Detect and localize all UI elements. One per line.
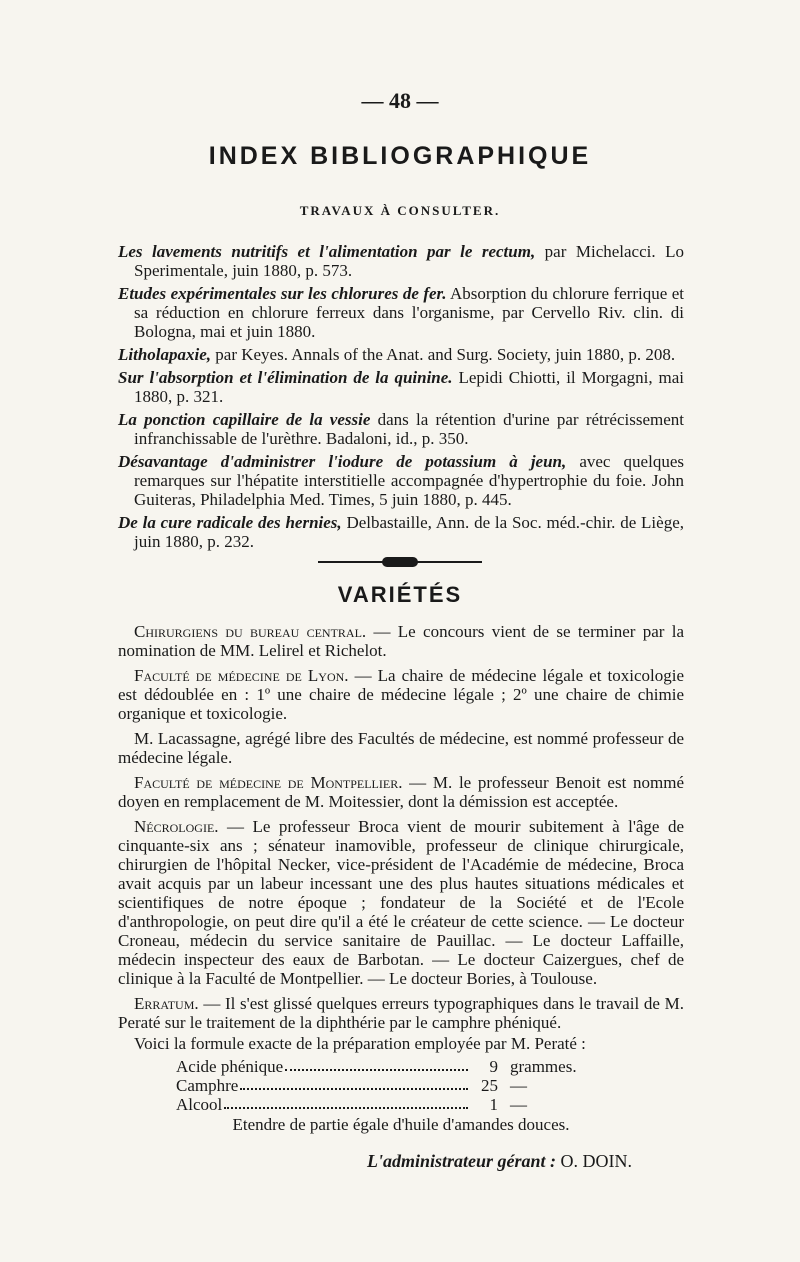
signature-name: O. DOIN. (556, 1151, 632, 1171)
dot-leader (285, 1057, 468, 1071)
formula-outro: Etendre de partie égale d'huile d'amandes douces. (232, 1115, 570, 1134)
entry-title: La ponction capillaire de la vessie (118, 410, 371, 429)
bibliography-entry (118, 368, 684, 406)
page-number: — 48 — (361, 88, 439, 113)
ingredient-unit: — (510, 1095, 527, 1114)
rule-ornament (382, 557, 418, 567)
paragraph-lead: Faculté de médecine de Montpellier. (134, 773, 403, 792)
entry-title: Sur l'absorption et l'élimination de la quinine. (118, 368, 453, 387)
entry-title: Les lavements nutritifs et l'alimentation par le rectum, (118, 242, 536, 261)
signature (118, 1152, 632, 1171)
entry-text: Lepidi Chiotti, il Morgagni, mai 1880, p. 321. (134, 368, 684, 406)
paragraph-text: M. Lacassagne, agrégé libre des Facultés de médecine, est nommé professeur de médecine légale. (118, 729, 684, 767)
varietes-heading: VARIÉTÉS (337, 582, 463, 607)
formula-row (176, 1095, 606, 1114)
news-paragraph (118, 622, 684, 660)
dot-leader (240, 1076, 468, 1090)
paragraph-lead: Nécrologie. (134, 817, 219, 836)
ingredient-qty: 9 (489, 1057, 498, 1076)
bibliography-entry (118, 345, 684, 364)
index-title: INDEX BIBLIOGRAPHIQUE (208, 142, 592, 170)
news-paragraph (118, 994, 684, 1032)
ingredient-unit: — (510, 1076, 527, 1095)
bibliography-list (118, 242, 684, 555)
bibliography-entry (118, 242, 684, 280)
entry-text: Delbastaille, Ann. de la Soc. méd.-chir. de Liège, juin 1880, p. 232. (134, 513, 684, 551)
entry-title: Etudes expérimentales sur les chlorures de fer. (118, 284, 447, 303)
paragraph-lead: Erratum. (134, 994, 199, 1013)
entry-text: avec quelques remarques sur l'hépatite interstitielle accompagnée d'hypertrophie du foie. John Guiteras, Philadelphia Med. Times, 5 juin 1880, p. 445. (134, 452, 684, 509)
entry-title: De la cure radicale des hernies, (118, 513, 342, 532)
dot-leader (224, 1095, 468, 1109)
news-paragraph (118, 773, 684, 811)
ornamental-rule (318, 557, 482, 567)
ingredient-unit: grammes. (510, 1057, 577, 1076)
entry-text: par Keyes. Annals of the Anat. and Surg. Society, juin 1880, p. 208. (211, 345, 676, 364)
entry-text: dans la rétention d'urine par rétrécissement infranchissable de l'urèthre. Badaloni, id., p. 350. (134, 410, 684, 448)
entry-text: Absorption du chlorure ferrique et sa réduction en chlorure ferreux dans l'organisme, par Cervello Riv. clin. di Bologna, mai et juin 1880. (134, 284, 684, 341)
paragraph-text: — Il s'est glissé quelques erreurs typographiques dans le travail de M. Peraté sur le traitement de la diphthérie par le camphre phéniqué. (118, 994, 684, 1032)
formula-intro: Voici la formule exacte de la préparation employée par M. Peraté : (134, 1034, 586, 1053)
formula-table (176, 1057, 606, 1114)
news-paragraph (118, 817, 684, 988)
formula-row (176, 1076, 606, 1095)
ingredient-qty: 25 (481, 1076, 498, 1095)
ingredient-name: Camphre (176, 1076, 239, 1095)
entry-text: par Michelacci. Lo Sperimentale, juin 1880, p. 573. (134, 242, 684, 280)
entry-title: Désavantage d'administrer l'iodure de potassium à jeun, (118, 452, 567, 471)
varietes-section (118, 622, 684, 1189)
paragraph-text: — Le concours vient de se terminer par la nomination de MM. Lelirel et Richelot. (118, 622, 684, 660)
ingredient-name: Alcool (176, 1095, 223, 1114)
paragraph-lead: Chirurgiens du bureau central. (134, 622, 367, 641)
news-paragraph (118, 666, 684, 723)
bibliography-entry (118, 452, 684, 509)
signature-label: L'administrateur gérant : (366, 1151, 556, 1171)
formula-row (176, 1057, 606, 1076)
paragraph-lead: Faculté de médecine de Lyon. (134, 666, 349, 685)
bibliography-entry (118, 284, 684, 341)
ingredient-qty: 1 (489, 1095, 498, 1114)
paragraph-text: — La chaire de médecine légale et toxicologie est dédoublée en : 1º une chaire de médecine légale ; 2º une chaire de chimie organique et toxicologie. (118, 666, 684, 723)
entry-title: Litholapaxie, (118, 345, 212, 364)
bibliography-entry (118, 410, 684, 448)
paragraph-text: — M. le professeur Benoit est nommé doyen en remplacement de M. Moitessier, dont la démission est acceptée. (118, 773, 685, 811)
bibliography-entry (118, 513, 684, 551)
travaux-heading: TRAVAUX À CONSULTER. (299, 203, 501, 218)
news-paragraph (118, 729, 684, 767)
paragraph-text: — Le professeur Broca vient de mourir subitement à l'âge de cinquante-six ans ; sénateur inamovible, professeur de clinique chirurgicale, chirurgien de l'hôpital Necker, vice-président de l'Académie de médecine, Broca avait acquis par un labeur incessant une des plus hautes situations médicales et scientifiques de notre époque ; fondateur de la Société et de l'Ecole d'anthropologie, on peut dire qu'il a été le créateur de cette science. — Le docteur Croneau, médecin du service sanitaire de Pauillac. — Le docteur Laffaille, médecin inspecteur des eaux de Barbotan. — Le docteur Caizergues, chef de clinique à la Faculté de Montpellier. — Le docteur Bories, à Toulouse. (118, 817, 684, 988)
ingredient-name: Acide phénique (176, 1057, 284, 1076)
